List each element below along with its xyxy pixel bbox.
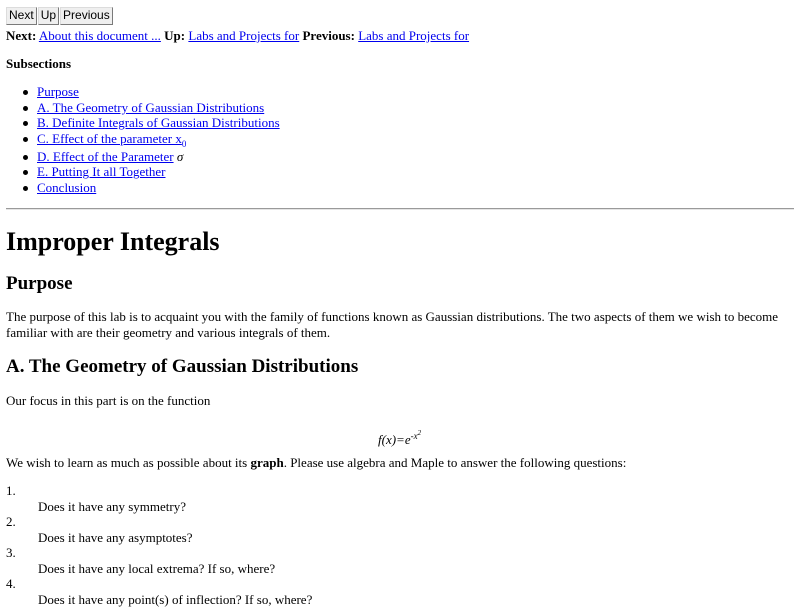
- up-link[interactable]: Labs and Projects for: [188, 28, 300, 43]
- subsections-list: [22, 84, 280, 196]
- previous-label: Previous:: [302, 28, 355, 43]
- question-text: Does it have any symmetry?: [38, 499, 187, 514]
- question-text: Does it have any local extrema? If so, where?: [38, 561, 276, 576]
- toc-link-purpose[interactable]: Purpose: [37, 84, 79, 99]
- toc-link-geometry[interactable]: A. The Geometry of Gaussian Distributions: [37, 99, 265, 115]
- toc-item: [22, 115, 280, 131]
- learn-paragraph: [6, 455, 626, 471]
- next-link[interactable]: About this document ...: [38, 28, 161, 43]
- next-label: Next:: [6, 28, 37, 43]
- toc-item: [22, 164, 280, 180]
- toc-link-parameter-x0[interactable]: [37, 131, 187, 150]
- toc-item: [22, 100, 280, 116]
- toc-item: [22, 84, 280, 100]
- section-a-heading: A. The Geometry of Gaussian Distributions: [6, 356, 359, 377]
- sigma-symbol: σ: [176, 148, 184, 164]
- formula-exponent-base: -x: [410, 431, 418, 441]
- up-label: Up:: [164, 28, 186, 43]
- question-number: 1.: [6, 483, 16, 498]
- toc-item: [22, 131, 280, 149]
- up-button[interactable]: Up: [38, 7, 59, 25]
- toc-link-parameter-sigma[interactable]: D. Effect of the Parameter: [37, 148, 174, 164]
- toc-link-putting-together[interactable]: E. Putting It all Together: [37, 164, 166, 180]
- navigation-links: [6, 28, 469, 44]
- learn-suffix: . Please use algebra and Maple to answer the following questions:: [283, 455, 627, 470]
- purpose-heading: Purpose: [6, 273, 73, 294]
- formula-exponent-power: 2: [417, 429, 422, 437]
- previous-button[interactable]: Previous: [60, 7, 113, 25]
- toc-item: [22, 149, 280, 165]
- toc-link-definite-integrals[interactable]: B. Definite Integrals of Gaussian Distributions: [37, 115, 280, 131]
- subsections-title: Subsections: [6, 56, 72, 71]
- previous-link[interactable]: Labs and Projects for: [358, 28, 470, 43]
- divider: [6, 208, 794, 210]
- learn-prefix: We wish to learn as much as possible about its: [6, 455, 251, 470]
- subscript-zero: 0: [181, 139, 187, 150]
- question-text: Does it have any asymptotes?: [38, 530, 193, 545]
- learn-bold: graph: [250, 455, 284, 470]
- focus-paragraph: Our focus in this part is on the function: [6, 393, 211, 408]
- toc-link-text: C. Effect of the parameter x: [37, 131, 182, 147]
- gaussian-formula: [378, 425, 421, 448]
- toc-link-conclusion[interactable]: Conclusion: [37, 179, 97, 195]
- page-title: Improper Integrals: [6, 227, 220, 256]
- purpose-paragraph: The purpose of this lab is to acquaint you with the family of functions known as Gaussian distributions. The two aspects of them we wish to become familiar with are their geometry and various integrals of them.: [6, 309, 779, 340]
- formula-exponent: [411, 431, 422, 441]
- question-text: Does it have any point(s) of inflection? If so, where?: [38, 592, 313, 607]
- navigation-buttons: [6, 7, 114, 25]
- toc-item: [22, 180, 280, 196]
- question-number: 3.: [6, 545, 16, 560]
- question-number: 4.: [6, 576, 16, 591]
- question-number: 2.: [6, 514, 16, 529]
- next-button[interactable]: Next: [6, 7, 37, 25]
- formula-lhs: f(x)=e: [378, 432, 411, 447]
